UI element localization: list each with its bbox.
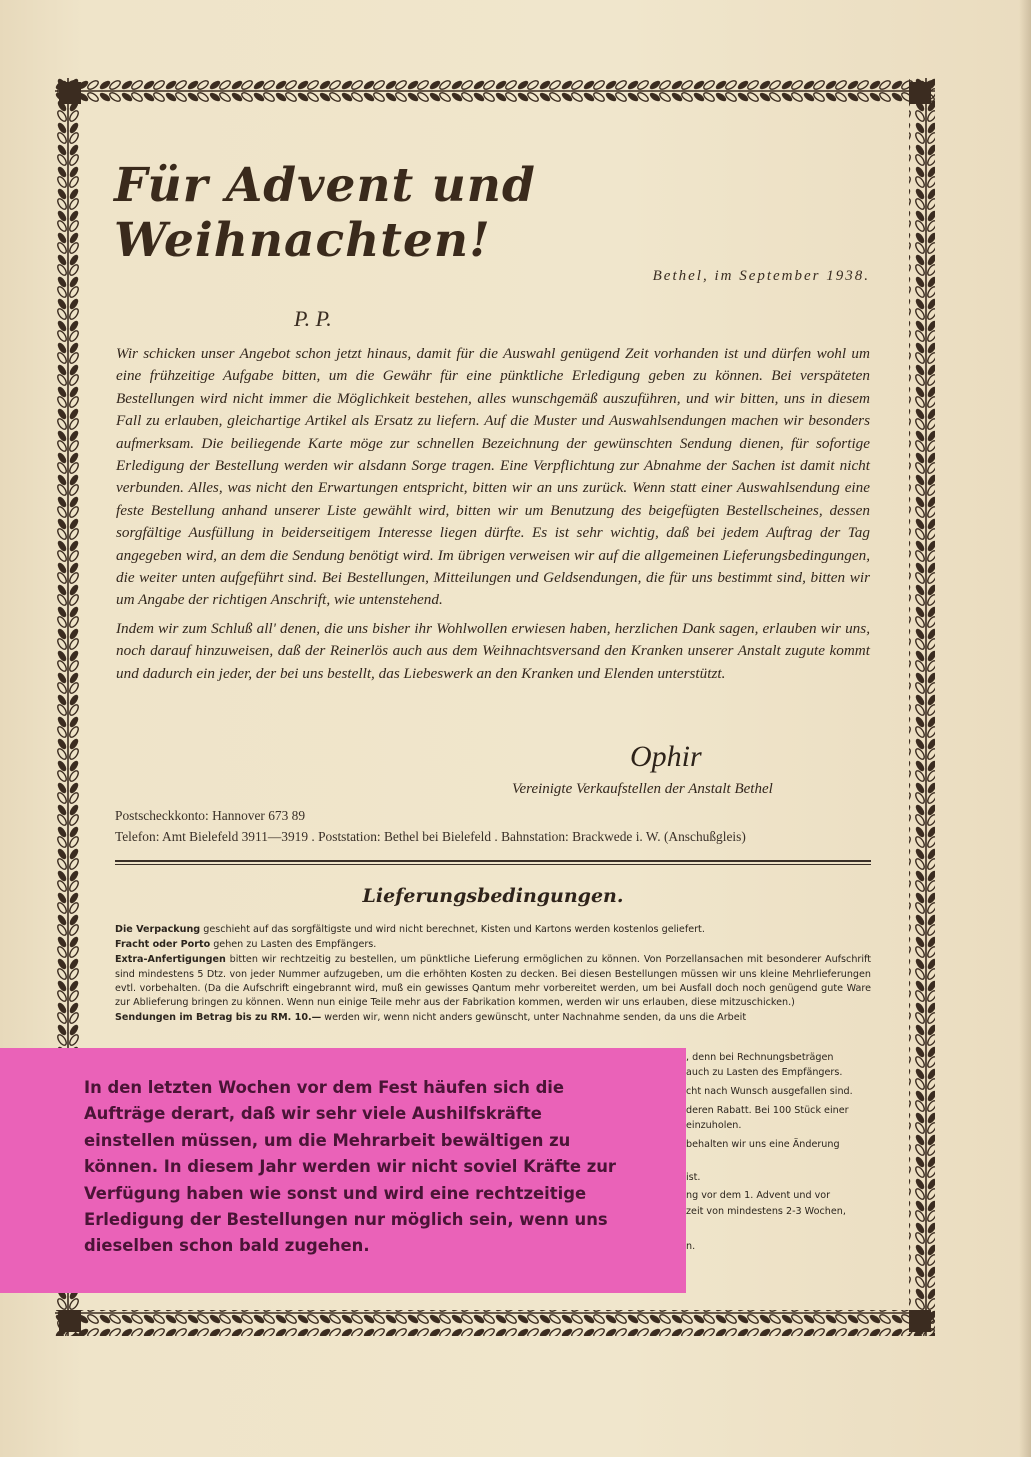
- terms-text: geschieht auf das sorgfältigste und wird nicht berechnet, Kisten und Kartons werden kostenlos geliefert.: [200, 924, 705, 935]
- terms-lead: Sendungen im Betrag bis zu RM. 10.—: [115, 1012, 322, 1024]
- terms-item: [115, 938, 871, 952]
- divider: [115, 860, 871, 862]
- terms-fragment: einzuholen.: [686, 1120, 742, 1131]
- divider: [115, 864, 871, 865]
- dateline: Bethel, im September 1938.: [652, 268, 870, 284]
- postscheck-line: Postscheckkonto: Hannover 673 89: [115, 808, 306, 823]
- terms-item: [115, 1011, 871, 1025]
- terms-text: bitten wir rechtzeitig zu bestellen, um pünktliche Lieferung ermöglichen zu können. Von Porzellansachen mit besonderer Aufschrift sind mindestens 5 Dtz. von jeder Nummer aufzugeben, um die erhöhten Kosten zu decken. Bei diesen Bestellungen müssen wir uns kleine Mehrlieferungen evtl. vorbehalten. (Da die Aufschrift eingebrannt wird, muß ein gewisses Qantum mehr vorbereitet werden, um bei Ausfall doch noch genügend gute Ware zur Ablieferung bringen zu können. Wenn nun einige Teile mehr aus der Fabrikation kommen, werden wir uns erlauben, diese mitzuschicken.): [115, 954, 871, 1009]
- salutation: P. P.: [294, 306, 332, 331]
- page-title: Für Advent und Weihnachten!: [114, 158, 536, 268]
- terms-item: [115, 923, 871, 937]
- page-edge-shadow: [1019, 0, 1031, 1457]
- terms-fragment: behalten wir uns eine Änderung: [686, 1139, 840, 1150]
- terms-fragment: zeit von mindestens 2-3 Wochen,: [686, 1206, 846, 1217]
- terms-fragment: auch zu Lasten des Empfängers.: [686, 1067, 843, 1078]
- telefon-line: Telefon: Amt Bielefeld 3911—3919 . Poststation: Bethel bei Bielefeld . Bahnstation: Brackwede i. W. (Anschußgleis): [115, 829, 746, 844]
- terms-fragment: ng vor dem 1. Advent und vor: [686, 1190, 831, 1201]
- signature: Ophir: [630, 740, 702, 773]
- letter-body: [116, 343, 870, 691]
- terms-lead: Extra-Anfertigungen: [115, 954, 226, 966]
- terms-fragment: ist.: [686, 1172, 701, 1183]
- terms-body: [115, 923, 871, 1026]
- terms-fragment: , denn bei Rechnungsbeträgen: [686, 1052, 834, 1063]
- terms-text: werden wir, wenn nicht anders gewünscht, unter Nachnahme senden, da uns die Arbeit: [321, 1012, 747, 1024]
- terms-fragment: n.: [686, 1241, 696, 1252]
- letter-paragraph: Indem wir zum Schluß all' denen, die uns bisher ihr Wohlwollen erwiesen haben, herzlichen Dank sagen, erlauben wir uns, noch darauf hinzuweisen, daß der Reinerlös auch aus dem Weihnachtsversand den Kranken unserer Anstalt zugute kommt und dadurch ein jeder, der bei uns bestellt, das Liebeswerk an den Kranken und Elenden unterstützt.: [116, 619, 870, 682]
- pink-notice-text: In den letzten Wochen vor dem Fest häufen sich die Aufträge derart, daß wir sehr viele Aushilfskräfte einstellen müssen, um die Mehrarbeit bewältigen zu können. In diesem Jahr werden wir nicht soviel Kräfte zur Verfügung haben wie sonst und wird eine rechtzeitige Erledigung der Bestellungen nur möglich sein, wenn uns dieselben schon bald zugehen.: [84, 1078, 617, 1256]
- letter-paragraph: Wir schicken unser Angebot schon jetzt hinaus, damit für die Auswahl genügend Zeit vorhanden ist und dürfen wohl um eine frühzeitige Aufgabe bitten, um die Gewähr für eine pünktliche Erledigung geben zu können. Bei verspäteten Bestellungen wird nicht immer die Möglichkeit bestehen, alles wunschgemäß auszuführen, und wir bitten, uns in diesem Fall zu erlauben, gleichartige Artikel als Ersatz zu liefern. Auf die Muster und Auswahlsendungen machen wir besonders aufmerksam. Die beiliegende Karte möge zur schnellen Bezeichnung der gewünschten Sendung dienen, für sofortige Erledigung der Bestellung werden wir alsdann Sorge tragen. Eine Verpflichtung zur Abnahme der Sachen ist damit nicht verbunden. Alles, was nicht den Erwartungen entspricht, bitten wir an uns zurück. Wenn statt einer Auswahlsendung eine feste Bestellung anhand unserer Liste gewählt wird, bitten wir um Benutzung des beigefügten Bestellscheines, dessen sorgfältige Ausfüllung in beiderseitigem Interesse liegen dürfte. Es ist sehr wichtig, daß bei jedem Auftrag der Tag angegeben wird, an dem die Sendung benötigt wird. Im übrigen verweisen wir auf die allgemeinen Lieferungsbedingungen, die weiter unten aufgeführt sind. Bei Bestellungen, Mitteilungen und Geldsendungen, die für uns bestimmt sind, bitten wir um Angabe der richtigen Anschrift, wie untenstehend.: [116, 345, 870, 609]
- terms-text: gehen zu Lasten des Empfängers.: [210, 939, 377, 951]
- terms-fragment: deren Rabatt. Bei 100 Stück einer: [686, 1105, 849, 1116]
- terms-item: [115, 953, 871, 1010]
- terms-title: Lieferungsbedingungen.: [362, 885, 624, 907]
- terms-lead: Die Verpackung: [115, 924, 201, 935]
- terms-fragment: cht nach Wunsch ausgefallen sind.: [686, 1086, 853, 1097]
- signature-subtitle: Vereinigte Verkaufstellen der Anstalt Bethel: [512, 781, 773, 797]
- terms-lead: Fracht oder Porto: [115, 939, 211, 951]
